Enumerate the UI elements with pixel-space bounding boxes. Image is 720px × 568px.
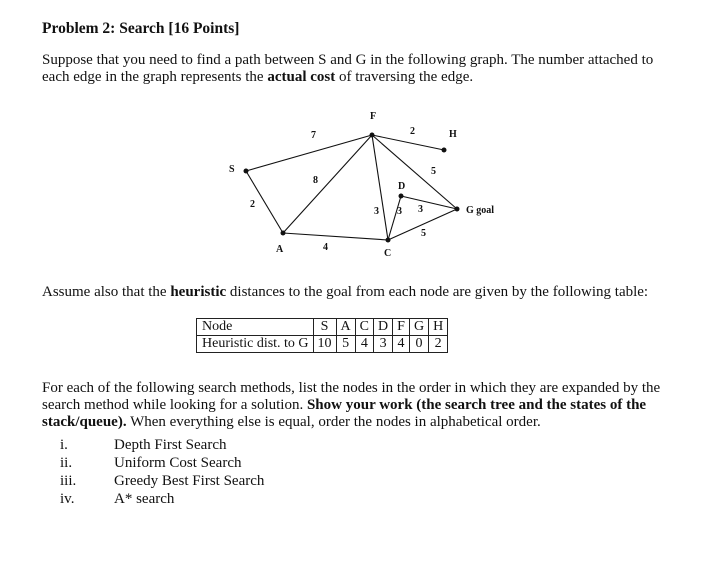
edge-label-f-c: 3: [374, 206, 379, 217]
edge-f-h: [372, 135, 444, 150]
table-cell: 2: [429, 336, 448, 353]
heuristic-table: [196, 318, 448, 353]
list-item-label: A* search: [114, 491, 175, 507]
node-f: [370, 133, 375, 138]
table-cell: H: [429, 319, 448, 336]
table-cell: 5: [336, 336, 355, 353]
table-cell: D: [374, 319, 393, 336]
table-cell: G: [409, 319, 428, 336]
node-s: [244, 169, 249, 174]
list-item-number: iii.: [60, 473, 77, 489]
value-row-header: Heuristic dist. to G: [197, 336, 314, 353]
table-cell: F: [393, 319, 410, 336]
node-d: [399, 194, 404, 199]
edge-label-d-g: 3: [418, 204, 423, 215]
node-a: [281, 231, 286, 236]
list-item-number: iv.: [60, 491, 75, 507]
intro-paragraph: Suppose that you need to find a path between S and G in the following graph. The number attached to each edge in the graph represents the actual cost of traversing the edge.: [42, 52, 654, 85]
heuristic-value-row: [197, 336, 448, 353]
heuristic-paragraph: Assume also that the heuristic distances to the goal from each node are given by the following table:: [42, 284, 649, 300]
edge-label-s-f: 7: [311, 130, 316, 141]
methods-list: [60, 436, 264, 508]
table-cell: 4: [393, 336, 410, 353]
node-label-a: A: [276, 244, 284, 255]
list-item-label: Greedy Best First Search: [114, 473, 265, 489]
node-label-s: S: [229, 164, 235, 175]
node-label-g: G goal: [466, 205, 495, 216]
heuristic-node-row: [197, 319, 448, 336]
edge-d-g: [401, 196, 457, 209]
list-item-number: i.: [60, 437, 68, 453]
list-item: [60, 436, 264, 454]
problem-title: Problem 2: Search [16 Points]: [42, 20, 240, 37]
node-row-header: Node: [197, 319, 314, 336]
node-label-f: F: [370, 111, 377, 122]
table-cell: S: [313, 319, 336, 336]
edge-f-g: [372, 135, 457, 209]
list-item-label: Uniform Cost Search: [114, 455, 242, 471]
edge-a-f: [283, 135, 372, 233]
edge-label-c-d: 3: [397, 206, 402, 217]
list-item: [60, 490, 264, 508]
list-item-number: ii.: [60, 455, 73, 471]
edge-label-f-h: 2: [410, 126, 415, 137]
node-g: [455, 207, 460, 212]
edge-s-f: [246, 135, 372, 171]
table-cell: 0: [409, 336, 428, 353]
edge-label-a-c: 4: [323, 242, 328, 253]
edge-f-c: [372, 135, 388, 240]
table-cell: 4: [355, 336, 373, 353]
instructions-paragraph: For each of the following search methods, list the nodes in the order in which they are expanded by the search method while looking for a solution. Show your work (the search tree and the states of the stack/queue). When everything else is equal, order the nodes in alphabetical order.: [42, 380, 661, 430]
node-c: [386, 238, 391, 243]
edge-a-c: [283, 233, 388, 240]
edge-label-f-g: 5: [431, 166, 436, 177]
node-label-d: D: [398, 181, 406, 192]
edge-label-s-a: 2: [250, 199, 255, 210]
node-h: [442, 148, 447, 153]
table-cell: A: [336, 319, 355, 336]
table-cell: C: [355, 319, 373, 336]
list-item: [60, 472, 264, 490]
list-item: [60, 454, 264, 472]
edge-label-c-g: 5: [421, 228, 426, 239]
edge-label-a-f: 8: [313, 175, 318, 186]
node-label-h: H: [449, 129, 457, 140]
node-label-c: C: [384, 248, 392, 259]
list-item-label: Depth First Search: [114, 437, 227, 453]
table-cell: 3: [374, 336, 393, 353]
table-cell: 10: [313, 336, 336, 353]
edge-c-d: [388, 196, 401, 240]
